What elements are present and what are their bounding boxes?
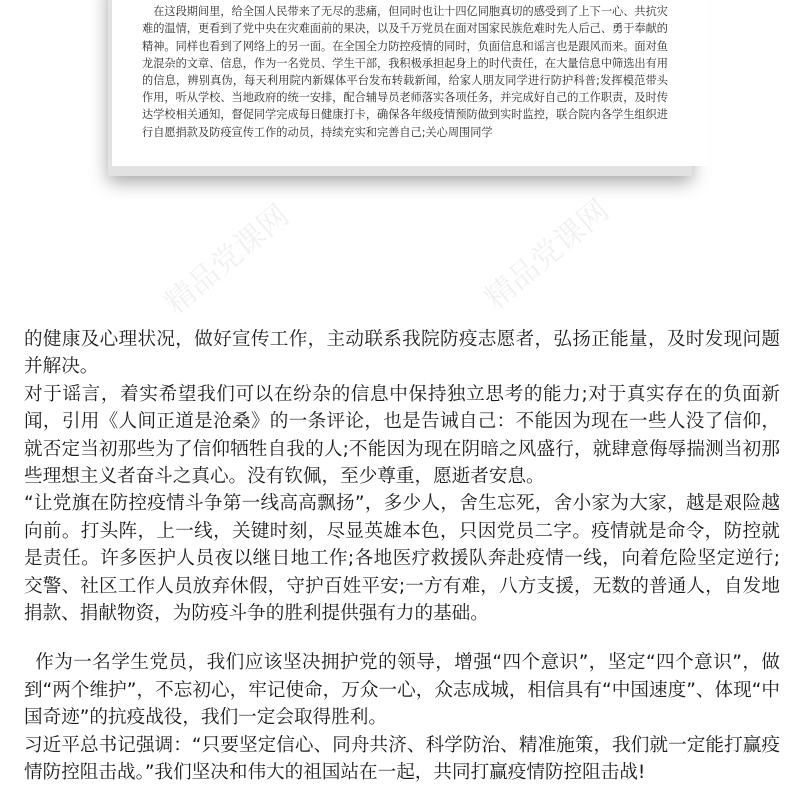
card-paragraph: 在这段期间里，给全国人民带来了无尽的悲痛，但同时也让十四亿同胞真切的感受到了上下一心、共抗灾难的温情，更看到了党中央在灾难面前的果决，以及千万党员在面对国家民族危难时先人后己、勇于奉献的精神。同样也看到了网络上的另一面。在全国全力防控疫情的同时，负面信息和谣言也是跟风而来。面对鱼龙混杂的文章、信息，作为一名党员、学生干部，我积极承担起身上的时代责任，在大量信息中筛选出有用的信息，辨别真伪，每天利用院内新媒体平台发布转载新闻，给家人朋友同学进行防护科普;发挥模范带头作用，听从学校、当地政府的统一安排，配合辅导员老师落实各项任务，并完成好自己的工作职责，及时传达学校相关通知，督促同学完成每日健康打卡，确保各年级疫情预防做到实时监控，联合院内各学生组织进行自愿捐款及防疫宣传工作的动员，持续充实和完善自己;关心周围同学 — [142, 5, 668, 139]
body-paragraph: 作为一名学生党员，我们应该坚决拥护党的领导，增强“四个意识”，坚定“四个意识”，做到“两个维护”，不忘初心，牢记使命，万众一心，众志成城，相信具有“中国速度”、体现“中国奇迹”的抗疫战役，我们一定会取得胜利。 — [24, 652, 780, 729]
body-paragraph: 对于谣言，着实希望我们可以在纷杂的信息中保持独立思考的能力;对于真实存在的负面新闻，引用《人间正道是沧桑》的一条评论，也是告诫自己：不能因为现在一些人没了信仰，就否定当初那些为了信仰牺牲自我的人;不能因为现在阴暗之风盛行，就肆意侮辱揣测当初那些理想主义者奋斗之真心。没有钦佩，至少尊重，愿逝者安息。 — [24, 383, 780, 488]
embedded-document-card — [112, 0, 708, 166]
body-paragraph: 的健康及心理状况，做好宣传工作，主动联系我院防疫志愿者，弘扬正能量，及时发现问题并解决。 — [24, 329, 780, 378]
body-paragraph: “让党旗在防控疫情斗争第一线高高飘扬”，多少人，舍生忘死，舍小家为大家，越是艰险越向前。打头阵，上一线，关键时刻，尽显英雄本色，只因党员二字。疫情就是命令，防控就是责任。许多医护人员夜以继日地工作;各地医疗救援队奔赴疫情一线，向着危险坚定逆行;交警、社区工作人员放弃休假，守护百姓平安;一方有难，八方支援，无数的普通人，自发地捐款、捐献物资，为防疫斗争的胜利提供强有力的基础。 — [24, 493, 780, 625]
body-paragraph: 习近平总书记强调：“只要坚定信心、同舟共济、科学防治、精准施策，我们就一定能打赢疫情防控阻击战。”我们坚决和伟大的祖国站在一起，共同打赢疫情防控阻击战! — [24, 734, 780, 784]
watermark: 精品党课网 — [478, 193, 616, 317]
watermark: 精品党课网 — [158, 198, 296, 322]
paragraph-gap — [24, 627, 780, 649]
document-body — [24, 326, 780, 787]
